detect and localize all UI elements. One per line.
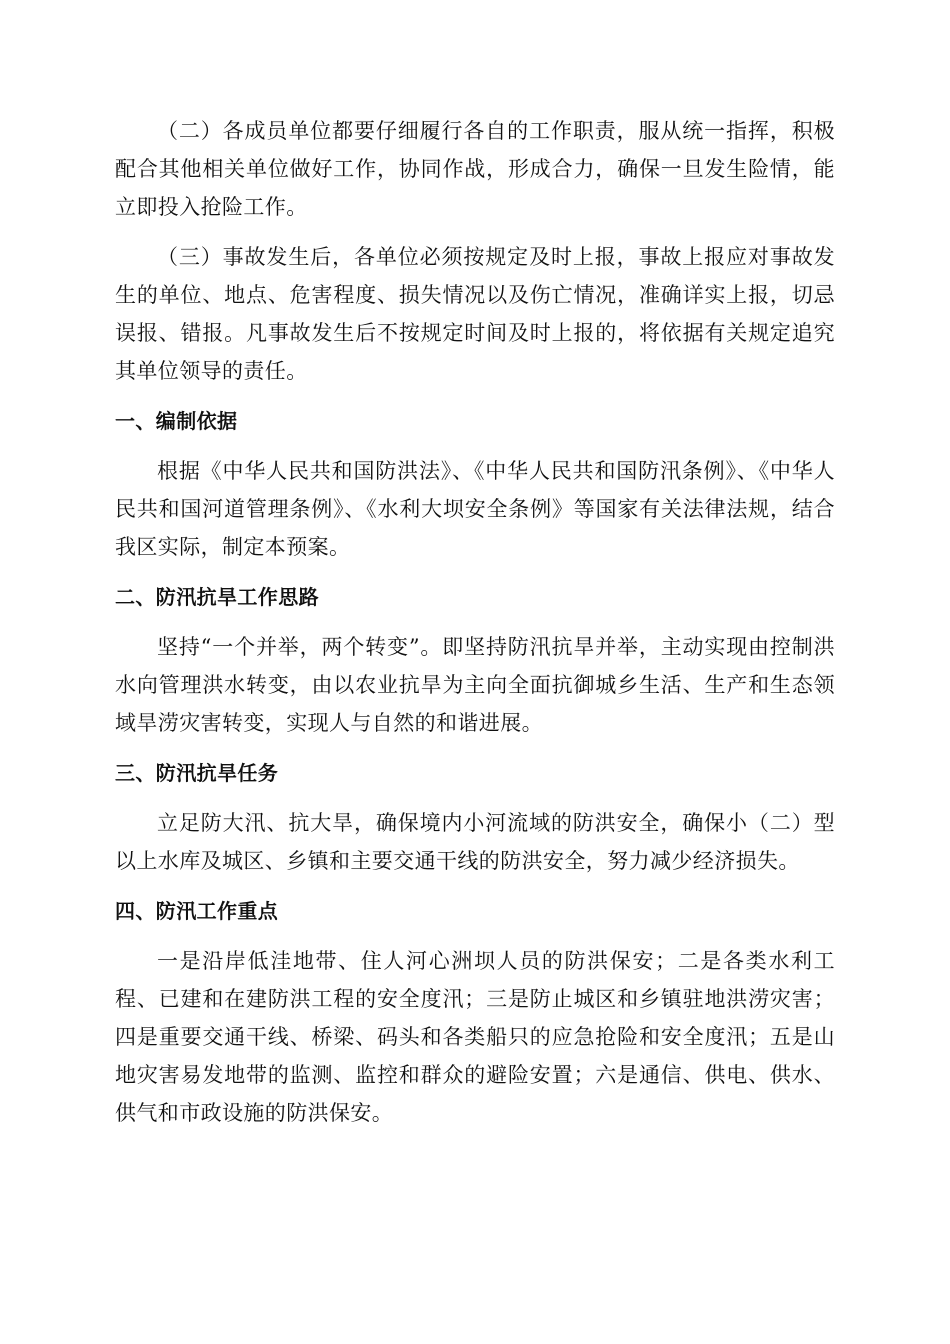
paragraph-member-units-duties: （二）各成员单位都要仔细履行各自的工作职责，服从统一指挥，积极配合其他相关单位做好工作，协同作战，形成合力，确保一旦发生险情，能立即投入抢险工作。 — [115, 119, 835, 219]
section-heading-basis: 一、编制依据 — [115, 409, 238, 433]
paragraph-key-points: 一是沿岸低洼地带、住人河心洲坝人员的防洪保安；二是各类水利工程、已建和在建防洪工程的安全度汛；三是防止城区和乡镇驻地洪涝灾害；四是重要交通干线、桥梁、码头和各类船只的应急抢险和安全度汛；五是山地灾害易发地带的监测、监控和群众的避险安置；六是通信、供电、供水、供气和市政设施的防洪保安。 — [115, 949, 835, 1125]
paragraph-tasks: 立足防大汛、抗大旱，确保境内小河流域的防洪安全，确保小（二）型以上水库及城区、乡镇和主要交通干线的防洪安全，努力减少经济损失。 — [115, 811, 835, 873]
document-page — [115, 112, 835, 1144]
paragraph-basis: 根据《中华人民共和国防洪法》、《中华人民共和国防汛条例》、《中华人民共和国河道管理条例》、《水利大坝安全条例》等国家有关法律法规，结合我区实际，制定本预案。 — [115, 459, 835, 559]
section-heading-key-points: 四、防汛工作重点 — [115, 899, 279, 923]
section-heading-tasks: 三、防汛抗旱任务 — [115, 761, 279, 785]
section-heading-approach: 二、防汛抗旱工作思路 — [115, 585, 319, 609]
paragraph-approach: 坚持“一个并举，两个转变”。即坚持防汛抗旱并举，主动实现由控制洪水向管理洪水转变，由以农业抗旱为主向全面抗御城乡生活、生产和生态领域旱涝灾害转变，实现人与自然的和谐进展。 — [115, 635, 835, 735]
paragraph-accident-reporting: （三）事故发生后，各单位必须按规定及时上报，事故上报应对事故发生的单位、地点、危害程度、损失情况以及伤亡情况，准确详实上报，切忌误报、错报。凡事故发生后不按规定时间及时上报的，将依据有关规定追究其单位领导的责任。 — [115, 245, 835, 383]
